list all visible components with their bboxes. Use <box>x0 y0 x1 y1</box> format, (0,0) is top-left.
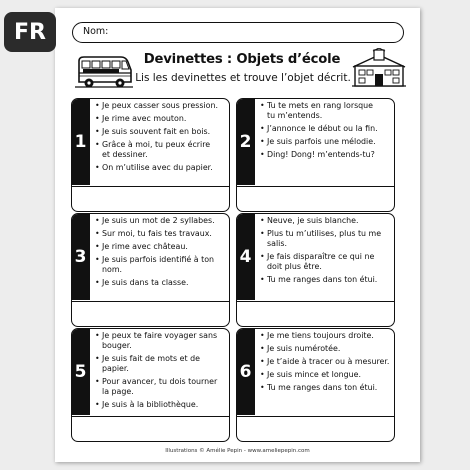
clue-list <box>254 99 394 185</box>
clue: • Tu te mets en rang lorsque tu m’entends. <box>260 101 392 121</box>
clue: • Grâce à moi, tu peux écrire et dessiner. <box>95 140 227 160</box>
clue: • On m’utilise avec du papier. <box>95 163 227 173</box>
riddle-card-3 <box>71 213 230 327</box>
clue: • Je suis mince et longue. <box>260 370 392 380</box>
clue: • Je me tiens toujours droite. <box>260 331 392 341</box>
clue: • Plus tu m’utilises, plus tu me salis. <box>260 229 392 249</box>
clue: • Je fais disparaître ce qui ne doit plus être. <box>260 252 392 272</box>
riddle-number: 4 <box>237 214 254 300</box>
answer-box[interactable] <box>72 301 229 326</box>
clue: • Sur moi, tu fais tes travaux. <box>95 229 227 239</box>
riddle-card-6 <box>236 328 395 442</box>
answer-box[interactable] <box>72 186 229 211</box>
riddle-number: 5 <box>72 329 89 415</box>
riddle-card-4 <box>236 213 395 327</box>
clue: • Je rime avec château. <box>95 242 227 252</box>
clue: • Je rime avec mouton. <box>95 114 227 124</box>
clue: • Je suis fait de mots et de papier. <box>95 354 227 374</box>
riddle-card-1 <box>71 98 230 212</box>
clue: • Je suis parfois identifié à ton nom. <box>95 255 227 275</box>
riddle-number: 2 <box>237 99 254 185</box>
clue: • Je suis numérotée. <box>260 344 392 354</box>
answer-box[interactable] <box>72 416 229 441</box>
answer-box[interactable] <box>237 186 394 211</box>
name-label: Nom: <box>83 26 109 37</box>
illustration-credit: Illustrations © Amélie Pepin - www.ameliepepin.com <box>165 448 310 454</box>
clue-list <box>89 99 229 185</box>
riddle-number: 1 <box>72 99 89 185</box>
clue: • Je peux te faire voyager sans bouger. <box>95 331 227 351</box>
clue: • Ding! Dong! m’entends-tu? <box>260 150 392 160</box>
school-building-icon <box>351 48 407 90</box>
answer-box[interactable] <box>237 416 394 441</box>
riddle-number: 6 <box>237 329 254 415</box>
page-title: Devinettes : Objets d’école <box>143 52 341 67</box>
clue-list <box>89 329 229 415</box>
riddle-card-2 <box>236 98 395 212</box>
clue: • Tu me ranges dans ton étui. <box>260 383 392 393</box>
school-bus-icon <box>73 52 135 92</box>
clue: • Je suis parfois une mélodie. <box>260 137 392 147</box>
worksheet-page <box>55 8 420 462</box>
clue: • Je suis dans ta classe. <box>95 278 227 288</box>
riddle-number: 3 <box>72 214 89 300</box>
clue: • Je suis à la bibliothèque. <box>95 400 227 410</box>
clue: • Je suis souvent fait en bois. <box>95 127 227 137</box>
riddle-card-5 <box>71 328 230 442</box>
answer-box[interactable] <box>237 301 394 326</box>
name-field[interactable] <box>72 22 404 43</box>
clue: • Je peux casser sous pression. <box>95 101 227 111</box>
clue: • Tu me ranges dans ton étui. <box>260 275 392 285</box>
instructions: Lis les devinettes et trouve l’objet décrit. <box>135 72 351 84</box>
clue: • Je suis un mot de 2 syllabes. <box>95 216 227 226</box>
language-badge: FR <box>4 12 56 52</box>
clue-list <box>89 214 229 300</box>
clue: • J’annonce le début ou la fin. <box>260 124 392 134</box>
clue: • Je t’aide à tracer ou à mesurer. <box>260 357 392 367</box>
clue: • Neuve, je suis blanche. <box>260 216 392 226</box>
clue-list <box>254 329 394 415</box>
clue: • Pour avancer, tu dois tourner la page. <box>95 377 227 397</box>
clue-list <box>254 214 394 300</box>
